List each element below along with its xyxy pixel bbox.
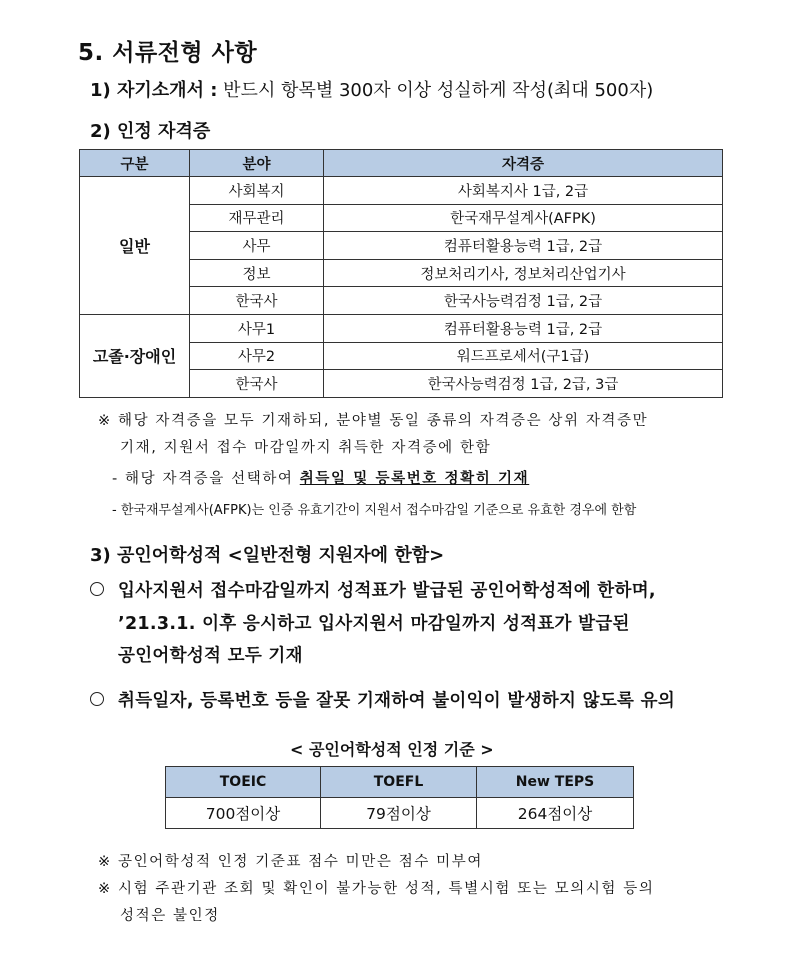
cell-certificate: 정보처리기사, 정보처리산업기사 [324, 259, 723, 287]
item-self-intro-label: 1) 자기소개서 : [90, 80, 218, 101]
table-row [80, 177, 723, 205]
item-certificates-label: 2) 인정 자격증 [90, 121, 211, 142]
cell-field: 한국사 [190, 287, 324, 315]
language-bullet-2-text: 취득일자, 등록번호 등을 잘못 기재하여 불이익이 발생하지 않도록 유의 [118, 691, 676, 711]
cell-field: 재무관리 [190, 204, 324, 232]
cell-certificate: 컴퓨터활용능력 1급, 2급 [324, 314, 723, 342]
language-table-caption: < 공인어학성적 인정 기준 > [290, 740, 494, 759]
language-bullet-1-line2: ’21.3.1. 이후 응시하고 입사지원서 마감일까지 성적표가 발급된 [118, 614, 630, 634]
cell-certificate: 한국재무설계사(AFPK) [324, 204, 723, 232]
language-note-line2: ※ 시험 주관기관 조회 및 확인이 불가능한 성적, 특별시험 또는 모의시험 등의 [98, 881, 655, 897]
certificate-table [79, 149, 723, 398]
cert-note-line1: ※ 해당 자격증을 모두 기재하되, 분야별 동일 종류의 자격증은 상위 자격증만 [98, 413, 649, 429]
cell-toeic-score: 700점이상 [166, 798, 321, 829]
cert-note-dash1-emphasis: 취득일 및 등록번호 정확히 기재 [299, 471, 530, 487]
circle-bullet-icon [90, 582, 104, 596]
language-bullet-1-line1: 입사지원서 접수마감일까지 성적표가 발급된 공인어학성적에 한하며, [118, 581, 656, 601]
section-title: 5. 서류전형 사항 [78, 40, 258, 66]
cell-certificate: 컴퓨터활용능력 1급, 2급 [324, 232, 723, 260]
item-self-intro [90, 76, 653, 102]
cell-field: 사무1 [190, 314, 324, 342]
group-general: 일반 [80, 177, 190, 315]
cell-certificate: 워드프로세서(구1급) [324, 342, 723, 370]
cell-certificate: 한국사능력검정 1급, 2급, 3급 [324, 370, 723, 398]
language-bullet-1-line3: 공인어학성적 모두 기재 [118, 646, 303, 666]
header-toefl: TOEFL [321, 767, 477, 798]
cert-note-dash2: - 한국재무설계사(AFPK)는 인증 유효기간이 지원서 접수마감일 기준으로 유효한 경우에 한함 [112, 503, 637, 518]
certificate-table-header [80, 150, 723, 177]
cell-field: 정보 [190, 259, 324, 287]
item-self-intro-text: 반드시 항목별 300자 이상 성실하게 작성(최대 500자) [223, 80, 654, 101]
item-language-label: 3) 공인어학성적 <일반전형 지원자에 한함> [90, 545, 445, 566]
cell-field: 사무2 [190, 342, 324, 370]
cert-note-line2: 기재, 지원서 접수 마감일까지 취득한 자격증에 한함 [120, 440, 492, 456]
header-field: 분야 [190, 150, 324, 177]
cell-field: 사무 [190, 232, 324, 260]
table-row [80, 314, 723, 342]
cert-note-dash1-prefix: - 해당 자격증을 선택하여 [112, 471, 294, 487]
cell-new-teps-score: 264점이상 [477, 798, 634, 829]
language-bullet-2 [90, 687, 675, 712]
language-table-header [166, 767, 634, 798]
header-new-teps: New TEPS [477, 767, 634, 798]
cert-note-dash1 [112, 467, 529, 488]
cell-field: 한국사 [190, 370, 324, 398]
header-certificate: 자격증 [324, 150, 723, 177]
header-toeic: TOEIC [166, 767, 321, 798]
circle-bullet-icon [90, 692, 104, 706]
group-highschool-disabled: 고졸·장애인 [80, 314, 190, 397]
cell-certificate: 사회복지사 1급, 2급 [324, 177, 723, 205]
cell-certificate: 한국사능력검정 1급, 2급 [324, 287, 723, 315]
language-table [165, 766, 634, 829]
language-note-line1: ※ 공인어학성적 인정 기준표 점수 미만은 점수 미부여 [98, 854, 483, 870]
cell-field: 사회복지 [190, 177, 324, 205]
table-row [166, 798, 634, 829]
cell-toefl-score: 79점이상 [321, 798, 477, 829]
language-note-line3: 성적은 불인정 [120, 908, 220, 924]
language-bullet-1 [90, 577, 656, 602]
header-category: 구분 [80, 150, 190, 177]
